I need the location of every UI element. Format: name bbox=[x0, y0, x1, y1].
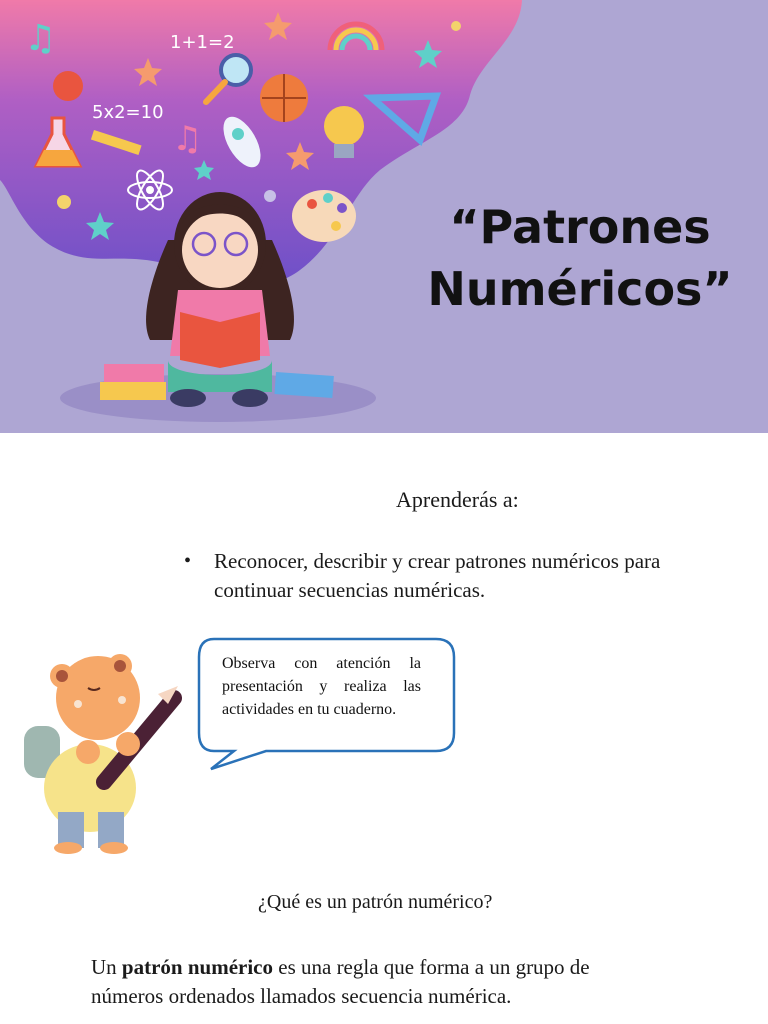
bullet-icon: • bbox=[184, 550, 192, 572]
title-line: “Patrones bbox=[449, 200, 711, 254]
title-banner bbox=[0, 0, 768, 433]
palette-icon bbox=[292, 190, 356, 242]
title-line: Numéricos” bbox=[427, 262, 733, 316]
definition-prefix: Un bbox=[91, 955, 122, 979]
dot bbox=[264, 190, 276, 202]
definition-suffix: es una regla que forma a un grupo de números ordenados llamados secuencia numérica. bbox=[91, 955, 590, 1008]
dot bbox=[57, 195, 71, 209]
learn-heading: Aprenderás a: bbox=[396, 487, 519, 512]
question-heading: ¿Qué es un patrón numérico? bbox=[258, 891, 493, 913]
dot bbox=[451, 21, 461, 31]
bear-with-pencil-illustration bbox=[18, 652, 193, 857]
learning-objectives bbox=[184, 547, 724, 605]
music-note-icon: ♫ bbox=[172, 119, 203, 159]
basketball-icon bbox=[260, 74, 308, 122]
slide-title bbox=[420, 196, 740, 320]
math-text: 5x2=10 bbox=[92, 102, 164, 123]
apple-icon bbox=[53, 71, 83, 101]
speech-bubble-text: Observa con atención la presentación y realiza las actividades en tu cuaderno. bbox=[222, 655, 421, 718]
list-item-text: Reconocer, describir y crear patrones numéricos para continuar secuencias numéricas. bbox=[214, 549, 661, 602]
definition-paragraph bbox=[91, 953, 661, 1011]
definition-term: patrón numérico bbox=[121, 955, 273, 979]
list-item bbox=[184, 547, 724, 605]
math-text: 1+1=2 bbox=[170, 32, 235, 53]
music-note-icon: ♫ bbox=[24, 18, 57, 59]
